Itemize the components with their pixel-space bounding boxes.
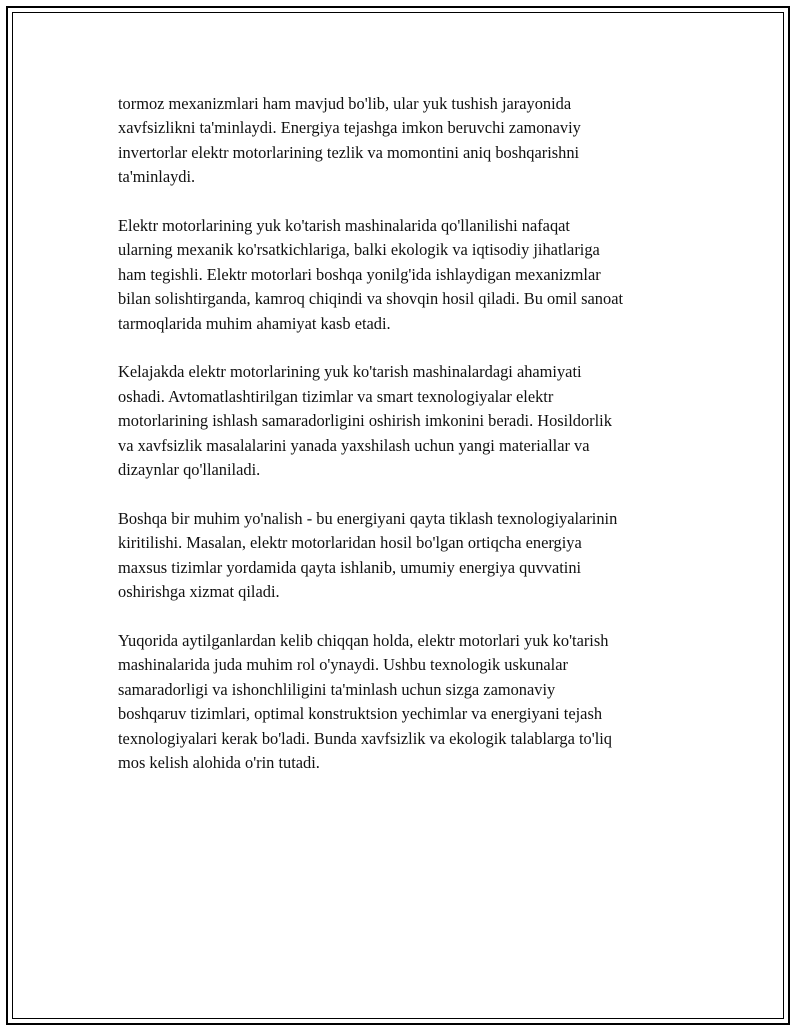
paragraph-line: samaradorligi va ishonchliligini ta'minlash uchun sizga zamonaviy [118, 679, 556, 699]
paragraph-3 [118, 360, 698, 482]
paragraph-line: maxsus tizimlar yordamida qayta ishlanib, umumiy energiya quvvatini [118, 557, 582, 577]
paragraph-line: Yuqorida aytilganlardan kelib chiqqan holda, elektr motorlari yuk ko'tarish [118, 630, 609, 650]
paragraph-line: bilan solishtirganda, kamroq chiqindi va shovqin hosil qiladi. Bu omil sanoat [118, 289, 624, 309]
paragraph-line: mos kelish alohida o'rin tutadi. [118, 752, 320, 772]
paragraph-line: va xavfsizlik masalalarini yanada yaxshilash uchun yangi materiallar va [118, 435, 590, 455]
paragraph-line: ularning mexanik ko'rsatkichlariga, balki ekologik va iqtisodiy jihatlariga [118, 240, 600, 260]
paragraph-line: xavfsizlikni ta'minlaydi. Energiya tejashga imkon beruvchi zamonaviy [118, 118, 581, 138]
paragraph-line: mashinalarida juda muhim rol o'ynaydi. Ushbu texnologik uskunalar [118, 655, 568, 675]
paragraph-line: invertorlar elektr motorlarining tezlik va momontini aniq boshqarishni [118, 142, 580, 162]
paragraph-line: oshadi. Avtomatlashtirilgan tizimlar va smart texnologiyalar elektr [118, 386, 554, 406]
paragraph-line: boshqaruv tizimlari, optimal konstruktsion yechimlar va energiyani tejash [118, 704, 603, 724]
paragraph-line: motorlarining ishlash samaradorligini oshirish imkonini beradi. Hosildorlik [118, 411, 612, 431]
paragraph-line: texnologiyalari kerak bo'ladi. Bunda xavfsizlik va ekologik talablarga to'liq [118, 728, 612, 748]
paragraph-5 [118, 629, 698, 775]
paragraph-line: ham tegishli. Elektr motorlari boshqa yonilg'ida ishlaydigan mexanizmlar [118, 264, 601, 284]
paragraph-line: Kelajakda elektr motorlarining yuk ko'tarish mashinalardagi ahamiyati [118, 362, 582, 382]
paragraph-1 [118, 92, 698, 190]
paragraph-line: ta'minlaydi. [118, 167, 196, 187]
paragraph-line: dizaynlar qo'llaniladi. [118, 460, 261, 480]
paragraph-2 [118, 214, 698, 336]
paragraph-line: tormoz mexanizmlari ham mavjud bo'lib, ular yuk tushish jarayonida [118, 94, 572, 113]
paragraph-line: kiritilishi. Masalan, elektr motorlaridan hosil bo'lgan ortiqcha energiya [118, 533, 582, 553]
paragraph-line: tarmoqlarida muhim ahamiyat kasb etadi. [118, 313, 391, 333]
paragraph-line: Elektr motorlarining yuk ko'tarish mashinalarida qo'llanilishi nafaqat [118, 216, 570, 236]
paragraph-4 [118, 507, 698, 605]
paragraph-line: oshirishga xizmat qiladi. [118, 582, 280, 602]
paragraph-line: Boshqa bir muhim yo'nalish - bu energiyani qayta tiklash texnologiyalarinin [118, 508, 618, 528]
document-body [118, 92, 698, 800]
